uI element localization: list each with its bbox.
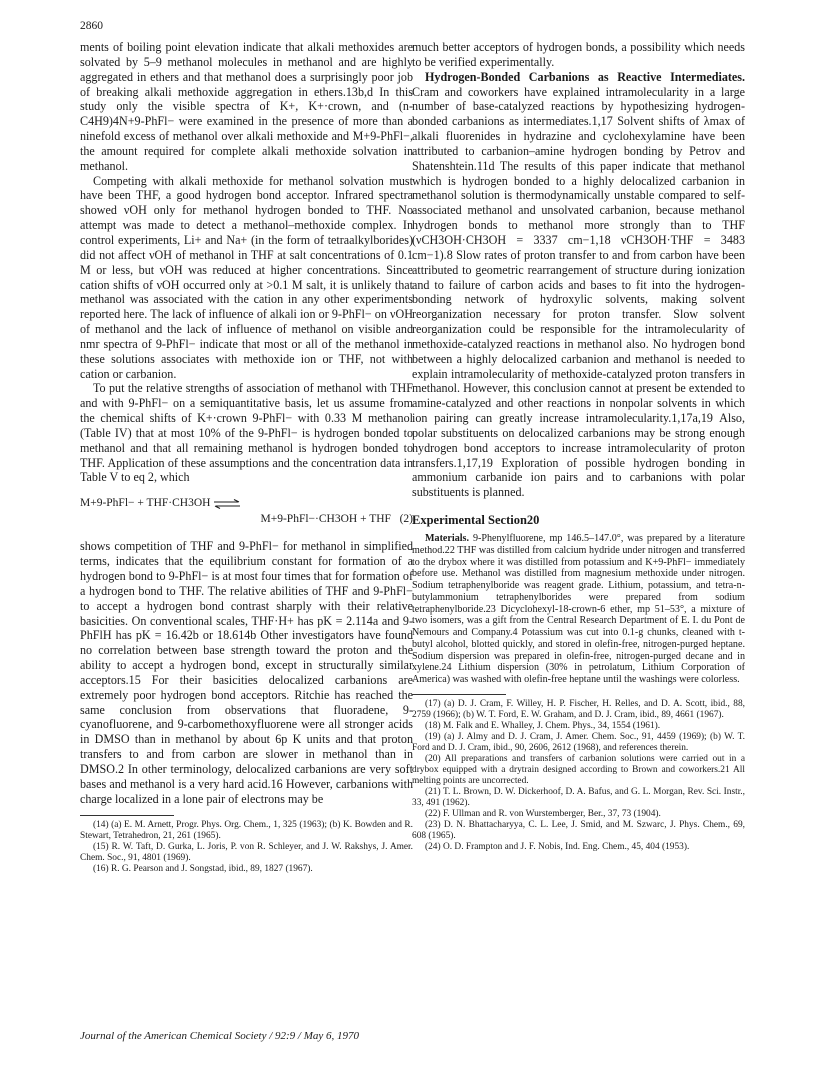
journal-footer: Journal of the American Chemical Society / 92:9 / May 6, 1970 — [80, 1030, 360, 1042]
footnote-17: (17) (a) D. J. Cram, F. Willey, H. P. Fischer, H. Relles, and D. A. Scott, ibid., 88, 2759 (1966); (b) W. T. Ford, E. W. Graham, and D. J. Cram, ibid., 89, 4661 (1967). — [412, 698, 745, 720]
footnote-22: (22) F. Ullman and R. von Wurstemberger, Ber., 37, 73 (1904). — [425, 808, 661, 819]
footnote-21: (21) T. L. Brown, D. W. Dickerhoof, D. A. Bafus, and G. L. Morgan, Rev. Sci. Instr., 33, 491 (1962). — [412, 786, 745, 808]
paragraph: To put the relative strengths of association of methanol with THF and with 9-PhFl− on a semiquantitative basis, let us assume from the chemical shifts of K+·crown 9-PhFl− with 0.33 M methanol (Table IV) that at most 10% of the 9-PhFl− is hydrogen bonded to methanol and that all remaining methanol is hydrogen bonded to THF. Application of these assumptions and the concentration data in Table V to eq 2, which — [80, 381, 413, 485]
footnote-24: (24) O. D. Frampton and J. F. Nobis, Ind. Eng. Chem., 45, 404 (1953). — [425, 841, 690, 852]
footnote-20: (20) All preparations and transfers of carbanion solutions were carried out in a drybox equipped with a drytrain designed according to Brown and coworkers.21 All melting points are uncorrected. — [412, 753, 745, 786]
footnote-18: (18) M. Falk and E. Whalley, J. Chem. Phys., 34, 1554 (1961). — [425, 720, 661, 731]
paragraph — [412, 70, 745, 500]
equation-2 — [80, 495, 413, 527]
paragraph: Competing with alkali methoxide for methanol solvation must have been THF, a good hydrogen bond acceptor. Infrared spectra showed νOH only for methanol hydrogen bonded to THF. No attempt was made to detect a methanol–methoxide complex. In control experiments, Li+ and Na+ (in the form of tetraalkylborides) did not affect νOH of methanol in THF at salt concentrations of 0.1 M or less, but νOH was reduced at higher concentrations. Since cation shifts of νOH occurred only at >0.1 M salt, it is unlikely that methanol was associated with the cation in any other experiments reported here. The lack of influence of alkali ion or 9-PhFl− on νOH of methanol and the lack of influence of methanol on visible and nmr spectra of 9-PhFl− indicate that most or all of the methanol in these solutions associates with methoxide ion or THF, not with cation or carbanion. — [80, 173, 413, 381]
run-in-heading: Hydrogen-Bonded Carbanions as Reactive Intermediates. — [425, 69, 745, 84]
materials-block — [412, 533, 745, 686]
page-number: 2860 — [80, 20, 103, 32]
footnote-15: (15) R. W. Taft, D. Gurka, L. Joris, P. von R. Schleyer, and J. W. Rakshys, J. Amer. Chem. Soc., 91, 4801 (1969). — [80, 841, 413, 863]
run-in-heading: Materials. — [425, 533, 470, 544]
equation-left-side: M+9-PhFl− + THF·CH3OH — [80, 497, 211, 510]
paragraph-text: 9-Phenylfluorene, mp 146.5–147.0°, was prepared by a literature method.22 THF was distilled from calcium hydride under nitrogen and transferred to the drybox where it was distilled from potassium and K+9-PhFl− immediately before use. Methanol was distilled from magnesium methoxide under nitrogen. Sodium tetraphenylboride was reagent grade. Lithium, potassium, and tetra-n-butylammonium tetraphenylborides were prepared from sodium tetraphenylboride.23 Dicyclohexyl-18-crown-6 ether, mp 51–53°, a mixture of two isomers, was a gift from the Central Research Department of E. I. du Pont de Nemours and Company.4 Potassium was cut into 0.1-g chunks, cleaned with t-butyl alcohol, blotted quickly, and stored in olefin-free, nitrogen-purged heptane. Sodium dispersion was prepared in olefin-free, nitrogen-purged decane and in xylene.24 Lithium dispersion (30% in petrolatum, Lithium Corporation of America) was washed with olefin-free heptane until the washings were colorless. — [412, 533, 745, 685]
footnote-14: (14) (a) E. M. Arnett, Progr. Phys. Org. Chem., 1, 325 (1963); (b) K. Bowden and R. Stewart, Tetrahedron, 21, 261 (1965). — [80, 819, 413, 841]
paragraph — [412, 533, 745, 686]
paragraph: ments of boiling point elevation indicate that alkali methoxides are solvated by 5–9 methanol molecules in methanol and are highly aggregated in ethers and that methanol does a surprisingly poor job of breaking alkali methoxide aggregation in ethers.13b,d In this study only the visible spectra of K+, K+·crown, and (n-C4H9)4N+9-PhFl− were examined in the presence of more than a ninefold excess of methanol over alkali methoxide and M+9-PhFl−, the amount required for complete alkali methoxide solvation in methanol. — [80, 40, 413, 173]
left-column — [80, 40, 413, 875]
paragraph: shows competition of THF and 9-PhFl− for methanol in simplified terms, indicates that the equilibrium constant for formation of a hydrogen bond to 9-PhFl− is at most four times that for formation of a hydrogen bond to THF. The relative abilities of THF and 9-PhFl− to accept a hydrogen bond contrast sharply with their relative basicities. On conventional scales, THF·H+ has pK = 2.114a and 9-PhFlH has pK = 16.42b or 18.614b Other investigators have found no correlation between base strength toward the proton and the ability to accept a hydrogen bond, except in structurally similar acceptors.15 For their basicities delocalized carbanions are extremely poor hydrogen bond acceptors. Ritchie has reached the same conclusion from observations that fluoradene, 9-cyanofluorene, and 9-carbomethoxyfluorene were all stronger acids in DMSO than in methanol by about 6p K units and that proton transfers to and from carbon are slower in methanol than in DMSO.2 In other terminology, delocalized carbanions are very soft bases and methanol is a very hard acid.16 However, carbanions with charge localized in a lone pair of electrons may be — [80, 539, 413, 806]
footnote-16: (16) R. G. Pearson and J. Songstad, ibid., 89, 1827 (1967). — [93, 863, 313, 874]
equation-right-side: M+9-PhFl−·CH3OH + THF — [260, 513, 391, 526]
footnote-divider — [412, 694, 506, 695]
paragraph: much better acceptors of hydrogen bonds, a possibility which needs to be verified experimentally. — [412, 40, 745, 69]
footnote-19: (19) (a) J. Almy and D. J. Cram, J. Amer. Chem. Soc., 91, 4459 (1969); (b) W. T. Ford and D. J. Cram, ibid., 90, 2606, 2612 (1968), and references therein. — [412, 731, 745, 753]
section-heading: Experimental Section20 — [412, 513, 540, 528]
right-column — [412, 40, 745, 853]
equation-number: (2) — [399, 513, 413, 526]
paragraph-text: Cram and coworkers have explained intramolecularity in a large number of base-catalyzed reactions by hypothesizing hydrogen-bonded carbanions as intermediates.1,17 Solvent shifts of λmax of alkali fluorenides in hydrazine and cyclohexylamine have been attributed to carbanion–amine hydrogen bonding by Petrov and Shatenshtein.11d The results of this paper indicate that methanol which is hydrogen bonded to a highly delocalized carbanion in methanol solution is thermodynamically unstable compared to self-associated methanol and unsolvated carbanion, because methanol hydrogen bonds to methanol more strongly than to THF (νCH3OH·CH3OH = 3337 cm−1,18 νCH3OH·THF = 3483 cm−1).8 Slow rates of proton transfer to and from carbon have been attributed to geometric rearrangement of structure during ionization and to failure of carbon acids and bases to fit into the hydrogen-bonding network of hydroxylic solvents, making solvent reorganization necessary for proton transfer. Slow solvent reorganization could be responsible for the intramolecularity of methoxide-catalyzed reactions in methanol also. No hydrogen bond between a highly delocalized carbanion and methanol is needed to explain intramolecularity of methoxide-catalyzed proton transfers in methanol. However, this conclusion cannot at present be extended to amine-catalyzed and other reactions in nonpolar solvents in which ion pairing can greatly increase intramolecularity.1,17a,19 Also, polar substituents on delocalized carbanions may be strong enough hydrogen bond acceptors to increase intramolecularity of proton transfers.1,17,19 Exploration of possible hydrogen bonding in ammonium carbanide ion pairs and to carbanions with polar substituents is planned. — [412, 84, 745, 500]
footnote-divider — [80, 815, 174, 816]
equilibrium-arrow-icon — [213, 499, 241, 509]
footnote-23: (23) D. N. Bhattacharyya, C. L. Lee, J. Smid, and M. Szwarc, J. Phys. Chem., 69, 608 (1965). — [412, 819, 745, 841]
